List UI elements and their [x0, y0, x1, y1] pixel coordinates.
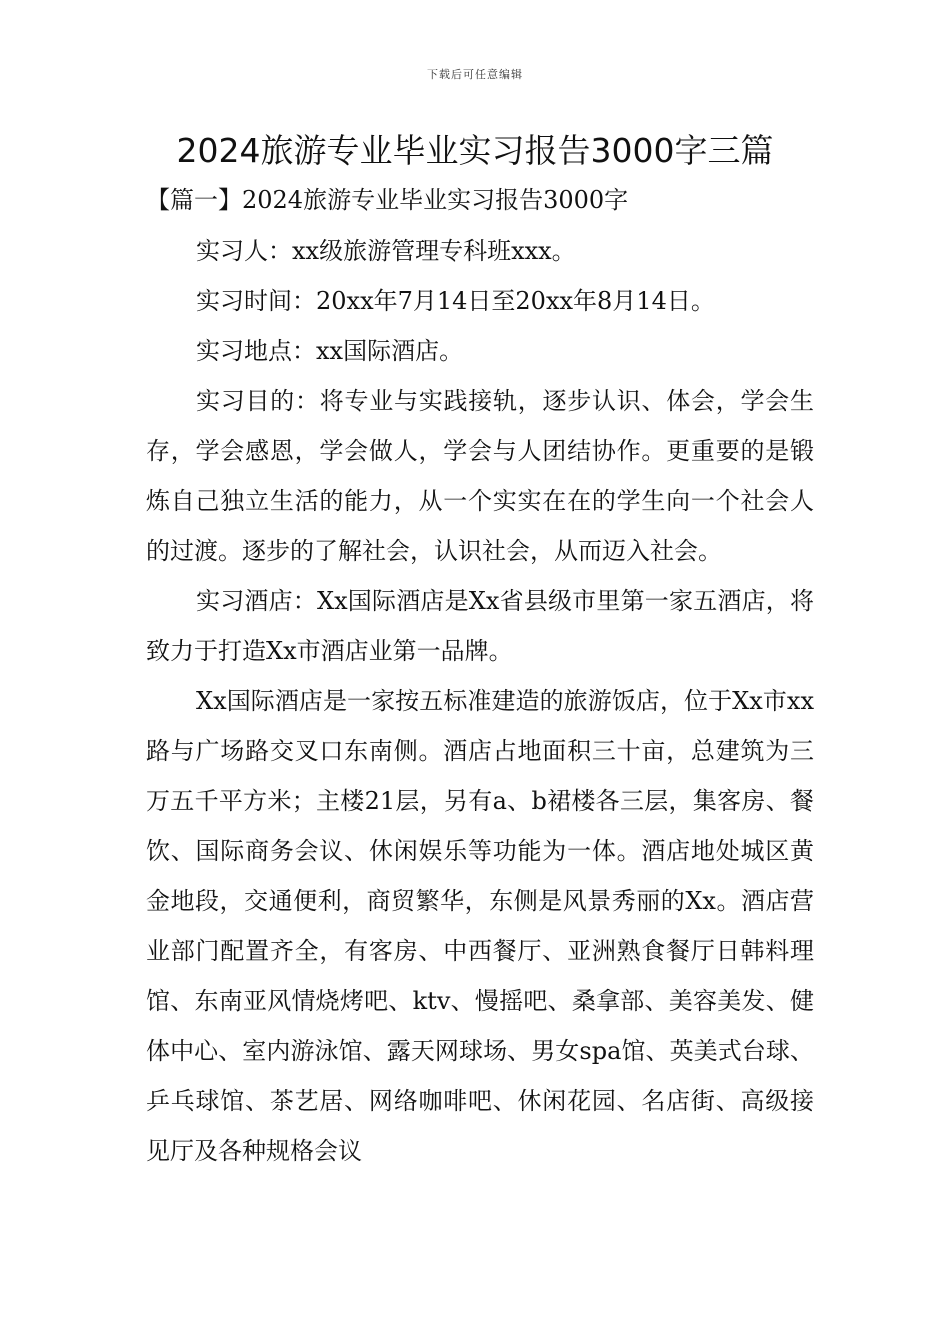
paragraph-location: 实习地点：xx国际酒店。: [196, 337, 464, 365]
section-heading: 【篇一】2024旅游专业毕业实习报告3000字: [146, 186, 629, 214]
header-note: 下载后可任意编辑: [427, 68, 523, 81]
paragraph-time: 实习时间：20xx年7月14日至20xx年8月14日。: [196, 287, 715, 315]
paragraph-intern: 实习人：xx级旅游管理专科班xxx。: [196, 237, 576, 265]
document-title: 2024旅游专业毕业实习报告3000字三篇: [176, 131, 774, 170]
paragraph-hotel-detail: Xx国际酒店是一家按五标准建造的旅游饭店，位于Xx市xx路与广场路交叉口东南侧。酒店占地面积三十亩，总建筑为三万五千平方米；主楼21层，另有a、b裙楼各三层，集客房、餐饮、国际商务会议、休闲娱乐等功能为一体。酒店地处城区黄金地段，交通便利，商贸繁华，东侧是风景秀丽的Xx。酒店营业部门配置齐全，有客房、中西餐厅、亚洲熟食餐厅日韩料理馆、东南亚风情烧烤吧、ktv、慢摇吧、桑拿部、美容美发、健体中心、室内游泳馆、露天网球场、男女spa馆、英美式台球、乒乓球馆、茶艺居、网络咖啡吧、休闲花园、名店街、高级接见厅及各种规格会议: [146, 687, 814, 1165]
paragraph-hotel: 实习酒店：Xx国际酒店是Xx省县级市里第一家五酒店，将致力于打造Xx市酒店业第一品牌。: [146, 587, 814, 665]
paragraph-purpose: 实习目的：将专业与实践接轨，逐步认识、体会，学会生存，学会感恩，学会做人，学会与人团结协作。更重要的是锻炼自己独立生活的能力，从一个实实在在的学生向一个社会人的过渡。逐步的了解社会，认识社会，从而迈入社会。: [146, 387, 814, 565]
document-body: [146, 226, 814, 1176]
